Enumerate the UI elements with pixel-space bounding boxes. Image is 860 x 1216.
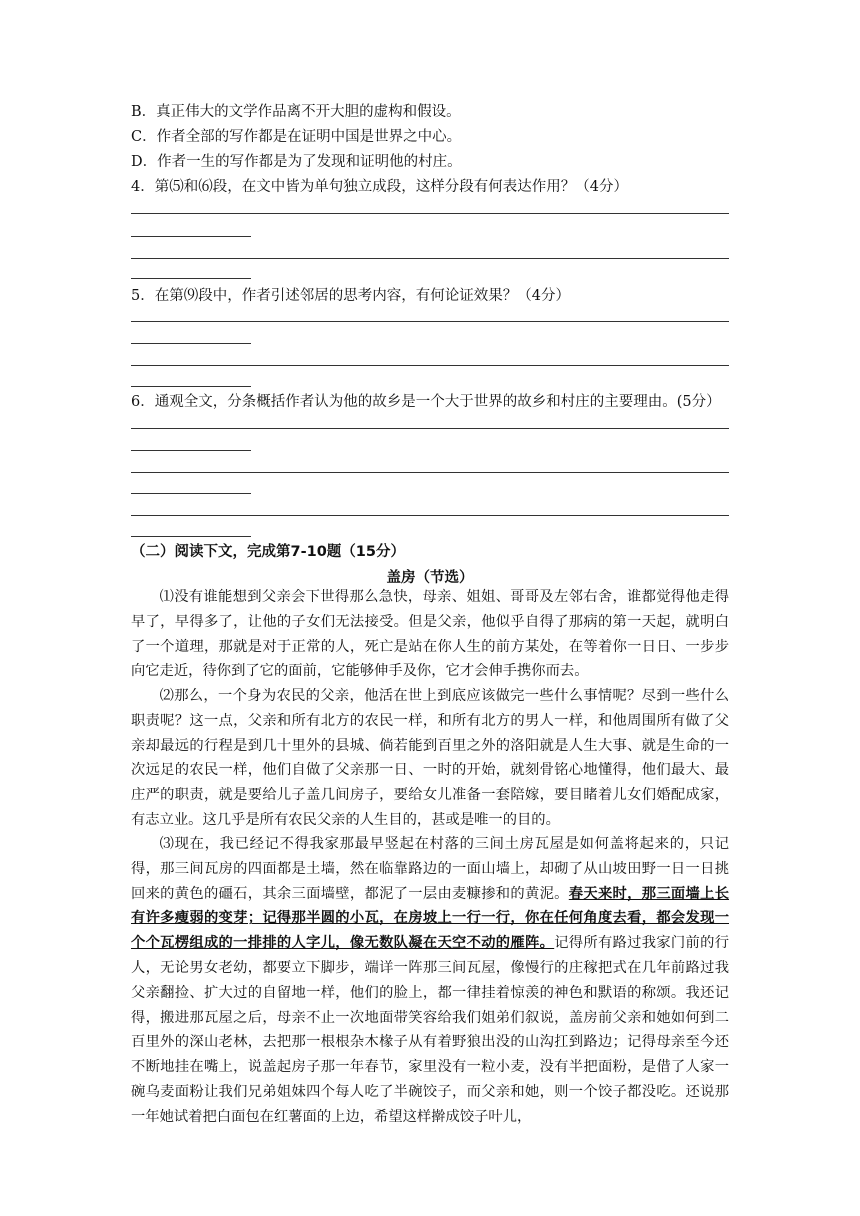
answer-line[interactable] [131, 428, 729, 429]
answer-line-end[interactable] [131, 278, 251, 279]
choice-d: D．作者一生的写作都是为了发现和证明他的村庄。 [131, 154, 462, 170]
answer-line[interactable] [131, 472, 729, 473]
paragraph-3-text-b: 记得所有路过我家门前的行人，无论男女老幼，都要立下脚步，端详一阵那三间瓦屋，像慢行的庄稼把式在几年前路过我父亲翻捡、扩大过的自留地一样，他们的脸上，都一律挂着惊羡的神色和默语的称颂。我还记得，搬进那瓦屋之后，母亲不止一次地面带笑容给我们姐弟们叙说，盖房前父亲和她如何到二百里外的深山老林，去把那一根根杂木椽子从有着野狼出没的山沟扛到路边；记得母亲至今还不断地挂在嘴上，说盖起房子那一年春节，家里没有一粒小麦，没有半把面粉，是借了人家一碗乌麦面粉让我们兄弟姐妹四个每人吃了半碗饺子，而父亲和她，则一个饺子都没吃。还说那一年她试着把白面包在红薯面的上边，希望这样擀成饺子叶儿， [131, 935, 730, 1125]
paragraph-3 [131, 832, 729, 1130]
answer-line[interactable] [131, 321, 729, 322]
answer-line-end[interactable] [131, 236, 251, 237]
choice-c: C．作者全部的写作都是在证明中国是世界之中心。 [131, 129, 462, 145]
answer-line-end[interactable] [131, 386, 251, 387]
answer-line-end[interactable] [131, 536, 251, 537]
section-heading: （二）阅读下文，完成第7-10题（15分） [131, 544, 405, 560]
answer-line[interactable] [131, 213, 729, 214]
answer-line-end[interactable] [131, 493, 251, 494]
answer-line-end[interactable] [131, 450, 251, 451]
choice-b: B．真正伟大的文学作品离不开大胆的虚构和假设。 [131, 104, 461, 120]
question-5: 5．在第⑼段中，作者引述邻居的思考内容，有何论证效果？（4分） [131, 288, 570, 304]
paragraph-1: ⑴没有谁能想到父亲会下世得那么急快，母亲、姐姐、哥哥及左邻右舍，谁都觉得他走得早了，早得多了，让他的子女们无法接受。但是父亲，他似乎自得了那病的第一天起，就明白了一个道理，那就是对于正常的人，死亡是站在你人生的前方某处，在等着你一日日、一步步向它走近，待你到了它的面前，它能够伸手及你，它才会伸手携你而去。 [131, 589, 729, 680]
answer-line[interactable] [131, 258, 729, 259]
paragraph-3-highlight: 春天来时，那三面墙上长有许多瘦弱的变芽；记得那半圆的小瓦，在房坡上一行一行，你在任何角度去看，都会发现一个个瓦楞组成的一排排的人字儿，像无数队凝在天空不动的雁阵。 [131, 885, 730, 952]
paragraph-2: ⑵那么，一个身为农民的父亲，他活在世上到底应该做完一些什么事情呢？尽到一些什么职责呢？这一点，父亲和所有北方的农民一样，和所有北方的男人一样，和他周围所有做了父亲却最远的行程是到几十里外的县城、倘若能到百里之外的洛阳就是人生大事、就是生命的一次远足的农民一样，他们自做了父亲那一日、一时的开始，就刻骨铭心地懂得，他们最大、最庄严的职责，就是要给儿子盖几间房子，要给女儿准备一套陪嫁，要目睹着儿女们婚配成家，有志立业。这几乎是所有农民父亲的人生目的，甚或是唯一的目的。 [131, 688, 729, 828]
answer-line[interactable] [131, 515, 729, 516]
question-4: 4．第⑸和⑹段，在文中皆为单句独立成段，这样分段有何表达作用？（4分） [131, 179, 628, 195]
question-6: 6．通观全文，分条概括作者认为他的故乡是一个大于世界的故乡和村庄的主要理由。(5分） [131, 394, 721, 410]
article-title: 盖房（节选） [386, 570, 474, 586]
answer-line-end[interactable] [131, 343, 251, 344]
answer-line[interactable] [131, 365, 729, 366]
paragraph-3-text-a: ⑶现在，我已经记不得我家那最早竖起在村落的三间土房瓦屋是如何盖将起来的，只记得，那三间瓦房的四面都是土墙，然在临靠路边的一面山墙上，却砌了从山坡田野一日一日挑回来的黄色的礓石，其余三面墙壁，都泥了一层由麦糠掺和的黄泥。 [131, 836, 729, 902]
